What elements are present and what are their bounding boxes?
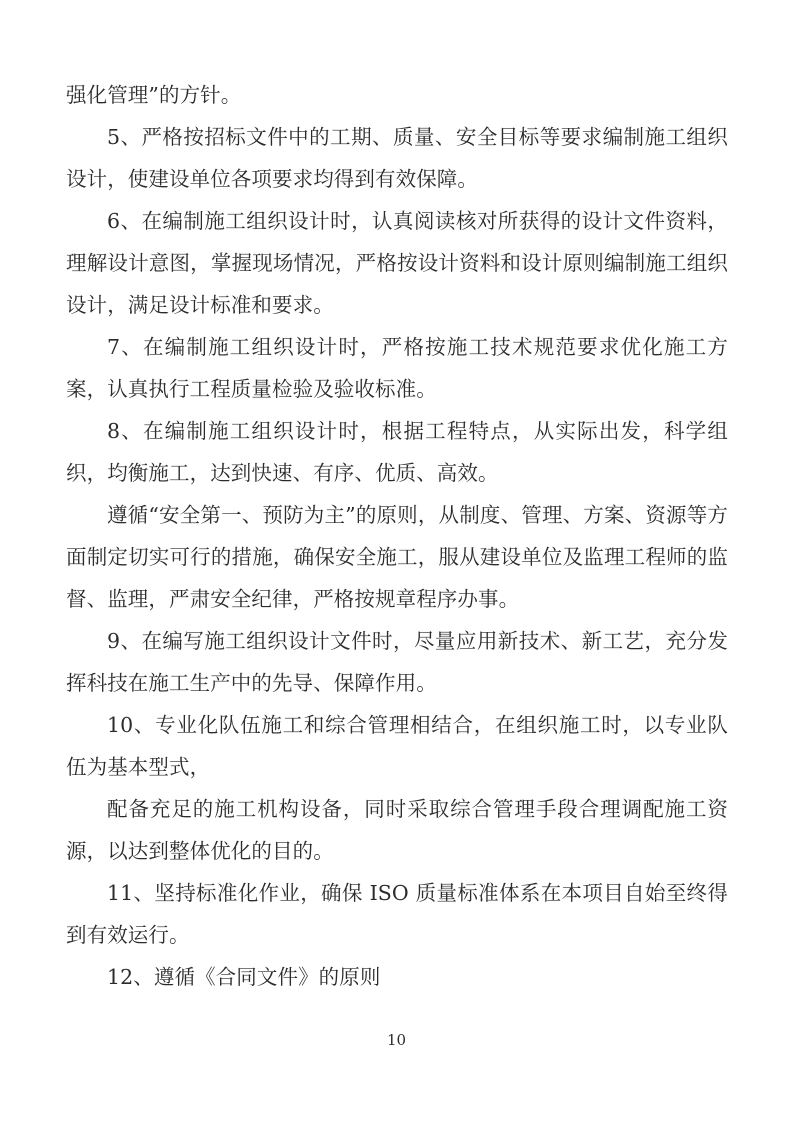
paragraph-item-9: 9、在编写施工组织设计文件时，尽量应用新技术、新工艺，充分发挥科技在施工生产中的先导、保障作用。	[66, 629, 728, 695]
paragraph-item-11: 11、坚持标准化作业，确保 ISO 质量标准体系在本项目自始至终得到有效运行。	[66, 881, 728, 947]
paragraph-item-6: 6、在编制施工组织设计时，认真阅读核对所获得的设计文件资料，理解设计意图，掌握现场情况，严格按设计资料和设计原则编制施工组织设计，满足设计标准和要求。	[66, 209, 728, 317]
paragraph-item-7: 7、在编制施工组织设计时，严格按施工技术规范要求优化施工方案，认真执行工程质量检验及验收标准。	[66, 335, 728, 401]
paragraph-safety-principle: 遵循“安全第一、预防为主”的原则，从制度、管理、方案、资源等方面制定切实可行的措施，确保安全施工，服从建设单位及监理工程师的监督、监理，严肃安全纪律，严格按规章程序办事。	[66, 503, 728, 611]
paragraph-item-10: 10、专业化队伍施工和综合管理相结合，在组织施工时，以专业队伍为基本型式，	[66, 713, 728, 779]
paragraph-continuation-policy: 强化管理”的方针。	[66, 83, 242, 107]
paragraph-equipment: 配备充足的施工机构设备，同时采取综合管理手段合理调配施工资源，以达到整体优化的目的。	[66, 797, 728, 863]
paragraph-item-12: 12、遵循《合同文件》的原则	[107, 965, 381, 989]
document-body	[66, 74, 728, 998]
paragraph-item-5: 5、严格按招标文件中的工期、质量、安全目标等要求编制施工组织设计，使建设单位各项要求均得到有效保障。	[66, 125, 728, 191]
page-number: 10	[386, 1031, 407, 1049]
paragraph-item-8: 8、在编制施工组织设计时，根据工程特点，从实际出发，科学组织，均衡施工，达到快速、有序、优质、高效。	[66, 419, 728, 485]
